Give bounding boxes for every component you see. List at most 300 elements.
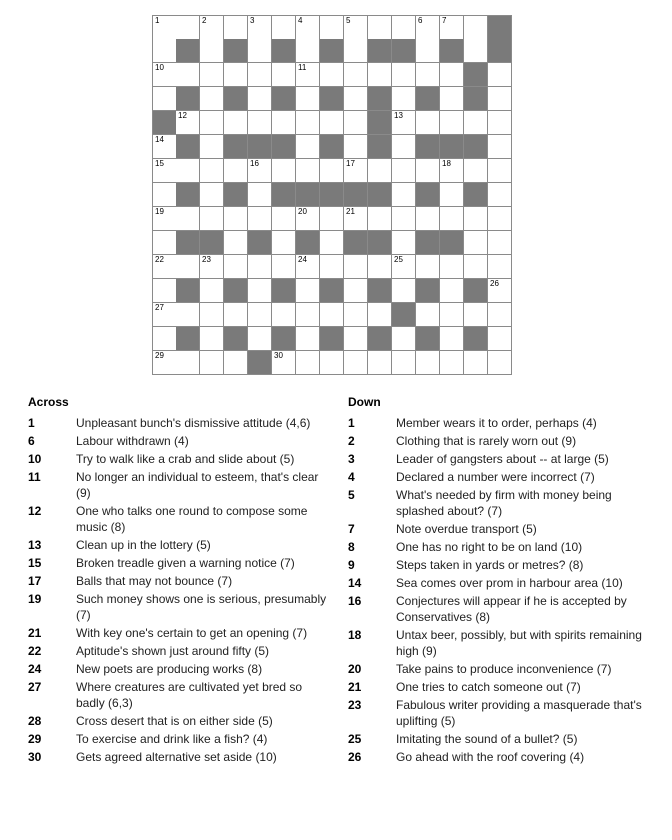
grid-cell[interactable] xyxy=(488,327,512,351)
grid-cell[interactable] xyxy=(152,183,177,207)
grid-cell[interactable] xyxy=(176,15,200,40)
grid-cell[interactable] xyxy=(416,111,440,135)
grid-cell[interactable] xyxy=(440,87,464,111)
black-square xyxy=(416,327,440,351)
black-square xyxy=(416,87,440,111)
grid-cell[interactable] xyxy=(296,303,320,327)
grid-cell[interactable] xyxy=(176,207,200,231)
clue-text: Balls that may not bounce (7) xyxy=(76,574,233,588)
clue-number: 14 xyxy=(155,135,164,144)
grid-cell[interactable] xyxy=(200,183,224,207)
black-square xyxy=(368,279,392,303)
down-clue[interactable] xyxy=(348,661,648,677)
clue-number-label: 28 xyxy=(28,714,42,728)
grid-cell[interactable] xyxy=(464,351,488,375)
black-square xyxy=(464,63,488,87)
grid-cell[interactable] xyxy=(272,207,296,231)
grid-cell[interactable] xyxy=(296,255,320,279)
clue-text: With key one's certain to get an opening (7) xyxy=(76,626,308,640)
grid-cell[interactable] xyxy=(488,135,512,159)
grid-cell[interactable] xyxy=(152,351,177,375)
grid-cell[interactable] xyxy=(200,111,224,135)
grid-cell[interactable] xyxy=(272,111,296,135)
grid-cell[interactable] xyxy=(392,327,416,351)
grid-cell[interactable] xyxy=(272,255,296,279)
grid-cell[interactable] xyxy=(344,255,368,279)
grid-cell[interactable] xyxy=(392,207,416,231)
grid-cell[interactable] xyxy=(248,15,272,40)
grid-cell[interactable] xyxy=(344,135,368,159)
clue-number-label: 7 xyxy=(348,522,355,536)
clue-text: Fabulous writer providing a masquerade that's uplifting (5) xyxy=(396,698,642,728)
grid-cell[interactable] xyxy=(344,39,368,63)
grid-cell[interactable] xyxy=(392,63,416,87)
grid-cell[interactable] xyxy=(344,159,368,183)
black-square xyxy=(368,327,392,351)
grid-cell[interactable] xyxy=(392,159,416,183)
grid-cell[interactable] xyxy=(296,135,320,159)
grid-cell[interactable] xyxy=(176,303,200,327)
grid-cell[interactable] xyxy=(152,207,177,231)
clue-text: Where creatures are cultivated yet bred so badly (6,3) xyxy=(76,680,303,710)
grid-cell[interactable] xyxy=(248,111,272,135)
grid-cell[interactable] xyxy=(440,327,464,351)
black-square xyxy=(368,183,392,207)
clue-text: New poets are producing works (8) xyxy=(76,662,263,676)
black-square xyxy=(464,327,488,351)
across-clue[interactable] xyxy=(28,749,328,765)
black-square xyxy=(416,135,440,159)
across-clue[interactable] xyxy=(28,625,328,641)
grid-cell[interactable] xyxy=(200,87,224,111)
clue-number-label: 9 xyxy=(348,558,355,572)
down-clue[interactable] xyxy=(348,679,648,695)
grid-cell[interactable] xyxy=(368,351,392,375)
grid-cell[interactable] xyxy=(176,255,200,279)
grid-cell[interactable] xyxy=(392,231,416,255)
grid-cell[interactable] xyxy=(344,207,368,231)
grid-cell[interactable] xyxy=(488,183,512,207)
grid-cell[interactable] xyxy=(368,159,392,183)
clue-number-label: 14 xyxy=(348,576,362,590)
grid-cell[interactable] xyxy=(248,327,272,351)
black-square xyxy=(296,231,320,255)
grid-cell[interactable] xyxy=(416,207,440,231)
clue-text: One tries to catch someone out (7) xyxy=(396,680,581,694)
black-square xyxy=(368,231,392,255)
grid-cell[interactable] xyxy=(224,111,248,135)
across-clue[interactable] xyxy=(28,679,328,711)
black-square xyxy=(176,183,200,207)
grid-cell[interactable] xyxy=(224,231,248,255)
black-square xyxy=(464,87,488,111)
grid-cell[interactable] xyxy=(296,159,320,183)
clue-text: Untax beer, possibly, but with spirits remaining high (9) xyxy=(396,628,642,658)
clue-number: 15 xyxy=(155,159,164,168)
grid-cell[interactable] xyxy=(152,327,177,351)
grid-cell[interactable] xyxy=(296,39,320,63)
clue-number: 27 xyxy=(155,303,164,312)
across-clue[interactable] xyxy=(28,555,328,571)
grid-cell[interactable] xyxy=(200,351,224,375)
black-square xyxy=(416,183,440,207)
grid-cell[interactable] xyxy=(488,279,512,303)
grid-cell[interactable] xyxy=(464,303,488,327)
black-square xyxy=(152,111,177,135)
clue-number-label: 3 xyxy=(348,452,355,466)
grid-cell[interactable] xyxy=(440,255,464,279)
black-square xyxy=(272,135,296,159)
grid-cell[interactable] xyxy=(368,303,392,327)
grid-cell[interactable] xyxy=(464,39,488,63)
grid-cell[interactable] xyxy=(392,279,416,303)
grid-cell[interactable] xyxy=(248,87,272,111)
down-clue[interactable] xyxy=(348,487,648,519)
clue-number-label: 8 xyxy=(348,540,355,554)
grid-cell[interactable] xyxy=(272,303,296,327)
grid-cell[interactable] xyxy=(320,255,344,279)
black-square xyxy=(344,231,368,255)
clue-number: 2 xyxy=(202,16,207,25)
down-clue[interactable] xyxy=(348,627,648,659)
clue-number: 18 xyxy=(442,159,451,168)
grid-cell[interactable] xyxy=(272,231,296,255)
grid-cell[interactable] xyxy=(344,327,368,351)
black-square xyxy=(392,39,416,63)
grid-cell[interactable] xyxy=(200,135,224,159)
grid-cell[interactable] xyxy=(440,15,464,40)
clue-text: Clean up in the lottery (5) xyxy=(76,538,211,552)
clue-text: Take pains to produce inconvenience (7) xyxy=(396,662,612,676)
grid-cell[interactable] xyxy=(272,15,296,40)
grid-cell[interactable] xyxy=(152,231,177,255)
clue-number: 6 xyxy=(418,16,423,25)
grid-cell[interactable] xyxy=(392,183,416,207)
clue-text: Gets agreed alternative set aside (10) xyxy=(76,750,277,764)
grid-cell[interactable] xyxy=(176,63,200,87)
down-clue[interactable] xyxy=(348,557,648,573)
clue-number: 30 xyxy=(274,351,283,360)
grid-cell[interactable] xyxy=(464,15,488,40)
grid-cell[interactable] xyxy=(464,255,488,279)
down-clue[interactable] xyxy=(348,593,648,625)
black-square xyxy=(272,183,296,207)
clue-number-label: 21 xyxy=(348,680,362,694)
clue-number-label: 22 xyxy=(28,644,42,658)
black-square xyxy=(440,231,464,255)
black-square xyxy=(488,15,512,40)
across-clue[interactable] xyxy=(28,537,328,553)
black-square xyxy=(320,183,344,207)
grid-cell[interactable] xyxy=(440,351,464,375)
grid-cell[interactable] xyxy=(416,303,440,327)
grid-cell[interactable] xyxy=(224,303,248,327)
grid-cell[interactable] xyxy=(344,111,368,135)
grid-cell[interactable] xyxy=(248,39,272,63)
grid-cell[interactable] xyxy=(320,111,344,135)
grid-cell[interactable] xyxy=(320,159,344,183)
black-square xyxy=(464,183,488,207)
clue-text: To exercise and drink like a fish? (4) xyxy=(76,732,268,746)
grid-cell[interactable] xyxy=(344,279,368,303)
grid-cell[interactable] xyxy=(440,183,464,207)
clue-number: 4 xyxy=(298,16,303,25)
clue-text: Steps taken in yards or metres? (8) xyxy=(396,558,584,572)
grid-cell[interactable] xyxy=(320,351,344,375)
grid-cell[interactable] xyxy=(224,207,248,231)
grid-cell[interactable] xyxy=(176,351,200,375)
grid-cell[interactable] xyxy=(296,279,320,303)
grid-cell[interactable] xyxy=(488,207,512,231)
grid-cell[interactable] xyxy=(224,63,248,87)
down-clue[interactable] xyxy=(348,521,648,537)
black-square xyxy=(176,231,200,255)
clue-text: Leader of gangsters about -- at large (5) xyxy=(396,452,609,466)
across-clue[interactable] xyxy=(28,469,328,501)
down-clue[interactable] xyxy=(348,415,648,431)
grid-cell[interactable] xyxy=(296,207,320,231)
black-square xyxy=(176,327,200,351)
grid-cell[interactable] xyxy=(200,63,224,87)
grid-cell[interactable] xyxy=(392,351,416,375)
black-square xyxy=(200,231,224,255)
grid-cell[interactable] xyxy=(392,135,416,159)
grid-cell[interactable] xyxy=(488,111,512,135)
grid-cell[interactable] xyxy=(320,303,344,327)
grid-cell[interactable] xyxy=(200,207,224,231)
clue-number-label: 11 xyxy=(28,470,41,484)
clue-text: Sea comes over prom in harbour area (10) xyxy=(396,576,623,590)
black-square xyxy=(440,39,464,63)
grid-cell[interactable] xyxy=(152,63,177,87)
down-clue[interactable] xyxy=(348,469,648,485)
grid-cell[interactable] xyxy=(488,63,512,87)
grid-cell[interactable] xyxy=(296,351,320,375)
clue-text: Note overdue transport (5) xyxy=(396,522,537,536)
clue-number-label: 27 xyxy=(28,680,42,694)
grid-cell[interactable] xyxy=(176,159,200,183)
black-square xyxy=(368,39,392,63)
grid-cell[interactable] xyxy=(296,15,320,40)
grid-cell[interactable] xyxy=(320,231,344,255)
grid-cell[interactable] xyxy=(200,15,224,40)
grid-cell[interactable] xyxy=(392,255,416,279)
grid-cell[interactable] xyxy=(320,15,344,40)
grid-cell[interactable] xyxy=(488,303,512,327)
grid-cell[interactable] xyxy=(488,255,512,279)
grid-cell[interactable] xyxy=(368,63,392,87)
grid-cell[interactable] xyxy=(152,159,177,183)
grid-cell[interactable] xyxy=(200,39,224,63)
grid-cell[interactable] xyxy=(200,255,224,279)
grid-cell[interactable] xyxy=(152,303,177,327)
clue-number-label: 24 xyxy=(28,662,42,676)
grid-cell[interactable] xyxy=(440,303,464,327)
grid-cell[interactable] xyxy=(152,39,177,63)
clue-text: Declared a number were incorrect (7) xyxy=(396,470,595,484)
grid-cell[interactable] xyxy=(464,231,488,255)
grid-cell[interactable] xyxy=(368,15,392,40)
black-square xyxy=(248,231,272,255)
grid-cell[interactable] xyxy=(416,39,440,63)
grid-cell[interactable] xyxy=(200,327,224,351)
black-square xyxy=(272,279,296,303)
grid-cell[interactable] xyxy=(392,111,416,135)
grid-cell[interactable] xyxy=(296,63,320,87)
clue-text: One has no right to be on land (10) xyxy=(396,540,583,554)
clue-number-label: 26 xyxy=(348,750,362,764)
grid-cell[interactable] xyxy=(368,255,392,279)
grid-cell[interactable] xyxy=(248,279,272,303)
grid-cell[interactable] xyxy=(440,279,464,303)
grid-cell[interactable] xyxy=(248,159,272,183)
clue-number-label: 1 xyxy=(348,416,355,430)
black-square xyxy=(176,39,200,63)
down-clue[interactable] xyxy=(348,451,648,467)
grid-cell[interactable] xyxy=(248,207,272,231)
clue-number: 24 xyxy=(298,255,307,264)
grid-cell[interactable] xyxy=(296,87,320,111)
grid-cell[interactable] xyxy=(248,303,272,327)
black-square xyxy=(320,279,344,303)
clue-number-label: 13 xyxy=(28,538,42,552)
across-clue[interactable] xyxy=(28,503,328,535)
grid-cell[interactable] xyxy=(272,159,296,183)
grid-cell[interactable] xyxy=(200,303,224,327)
grid-cell[interactable] xyxy=(272,63,296,87)
grid-cell[interactable] xyxy=(416,159,440,183)
grid-cell[interactable] xyxy=(176,111,200,135)
grid-cell[interactable] xyxy=(152,255,177,279)
grid-cell[interactable] xyxy=(440,111,464,135)
down-clue-list xyxy=(348,415,648,765)
grid-cell[interactable] xyxy=(464,207,488,231)
clue-text: Unpleasant bunch's dismissive attitude (4,6) xyxy=(76,416,311,430)
clue-number-label: 1 xyxy=(28,416,35,430)
black-square xyxy=(464,279,488,303)
clue-number-label: 10 xyxy=(28,452,42,466)
grid-cell[interactable] xyxy=(344,15,368,40)
across-clue[interactable] xyxy=(28,451,328,467)
grid-cell[interactable] xyxy=(344,87,368,111)
grid-cell[interactable] xyxy=(344,351,368,375)
grid-cell[interactable] xyxy=(200,159,224,183)
grid-cell[interactable] xyxy=(464,111,488,135)
grid-cell[interactable] xyxy=(152,135,177,159)
across-clue[interactable] xyxy=(28,713,328,729)
grid-cell[interactable] xyxy=(344,303,368,327)
clue-number-label: 15 xyxy=(28,556,42,570)
clue-number: 10 xyxy=(155,63,164,72)
grid-cell[interactable] xyxy=(224,255,248,279)
black-square xyxy=(176,87,200,111)
grid-cell[interactable] xyxy=(224,15,248,40)
grid-cell[interactable] xyxy=(392,15,416,40)
down-clue[interactable] xyxy=(348,433,648,449)
black-square xyxy=(368,135,392,159)
black-square xyxy=(272,87,296,111)
clue-number: 13 xyxy=(394,111,403,120)
grid-cell[interactable] xyxy=(440,63,464,87)
grid-cell[interactable] xyxy=(248,255,272,279)
across-clue[interactable] xyxy=(28,573,328,589)
grid-cell[interactable] xyxy=(488,87,512,111)
clue-text: Conjectures will appear if he is accepted by Conservatives (8) xyxy=(396,594,627,624)
grid-cell[interactable] xyxy=(152,279,177,303)
clue-number-label: 30 xyxy=(28,750,42,764)
grid-cell[interactable] xyxy=(368,207,392,231)
across-clue[interactable] xyxy=(28,591,328,623)
down-heading: Down xyxy=(348,395,381,409)
grid-cell[interactable] xyxy=(488,351,512,375)
clue-number-label: 2 xyxy=(348,434,355,448)
grid-cell[interactable] xyxy=(320,207,344,231)
across-clues xyxy=(28,395,328,767)
clue-number: 25 xyxy=(394,255,403,264)
black-square xyxy=(440,135,464,159)
grid-cell[interactable] xyxy=(224,159,248,183)
grid-cell[interactable] xyxy=(296,111,320,135)
grid-cell[interactable] xyxy=(224,351,248,375)
clue-number: 19 xyxy=(155,207,164,216)
clue-text: Labour withdrawn (4) xyxy=(76,434,189,448)
grid-cell[interactable] xyxy=(440,207,464,231)
clue-text: What's needed by firm with money being splashed about? (7) xyxy=(396,488,612,518)
clue-text: Clothing that is rarely worn out (9) xyxy=(396,434,577,448)
grid-cell[interactable] xyxy=(296,327,320,351)
grid-cell[interactable] xyxy=(488,159,512,183)
across-clue[interactable] xyxy=(28,661,328,677)
across-clue[interactable] xyxy=(28,731,328,747)
grid-cell[interactable] xyxy=(440,159,464,183)
down-clue[interactable] xyxy=(348,697,648,729)
grid-cell[interactable] xyxy=(320,63,344,87)
clue-number-label: 4 xyxy=(348,470,355,484)
grid-cell[interactable] xyxy=(248,183,272,207)
grid-cell[interactable] xyxy=(464,159,488,183)
grid-cell[interactable] xyxy=(272,351,296,375)
black-square xyxy=(176,279,200,303)
clue-text: One who talks one round to compose some music (8) xyxy=(76,504,308,534)
grid-cell[interactable] xyxy=(416,255,440,279)
black-square xyxy=(272,39,296,63)
grid-cell[interactable] xyxy=(488,231,512,255)
clue-number: 12 xyxy=(178,111,187,120)
black-square xyxy=(248,351,272,375)
across-clue[interactable] xyxy=(28,415,328,431)
grid-cell[interactable] xyxy=(200,279,224,303)
down-clues xyxy=(348,395,648,767)
grid-cell[interactable] xyxy=(152,15,177,40)
grid-cell[interactable] xyxy=(416,15,440,40)
grid-cell[interactable] xyxy=(416,63,440,87)
grid-cell[interactable] xyxy=(152,87,177,111)
down-clue[interactable] xyxy=(348,539,648,555)
grid-cell[interactable] xyxy=(392,87,416,111)
down-clue[interactable] xyxy=(348,731,648,747)
clue-number: 20 xyxy=(298,207,307,216)
grid-cell[interactable] xyxy=(248,63,272,87)
black-square xyxy=(320,39,344,63)
across-clue[interactable] xyxy=(28,433,328,449)
clue-text: Aptitude's shown just around fifty (5) xyxy=(76,644,270,658)
across-clue[interactable] xyxy=(28,643,328,659)
grid-cell[interactable] xyxy=(416,351,440,375)
down-clue[interactable] xyxy=(348,749,648,765)
down-clue[interactable] xyxy=(348,575,648,591)
grid-cell[interactable] xyxy=(344,63,368,87)
across-clue-list xyxy=(28,415,328,765)
